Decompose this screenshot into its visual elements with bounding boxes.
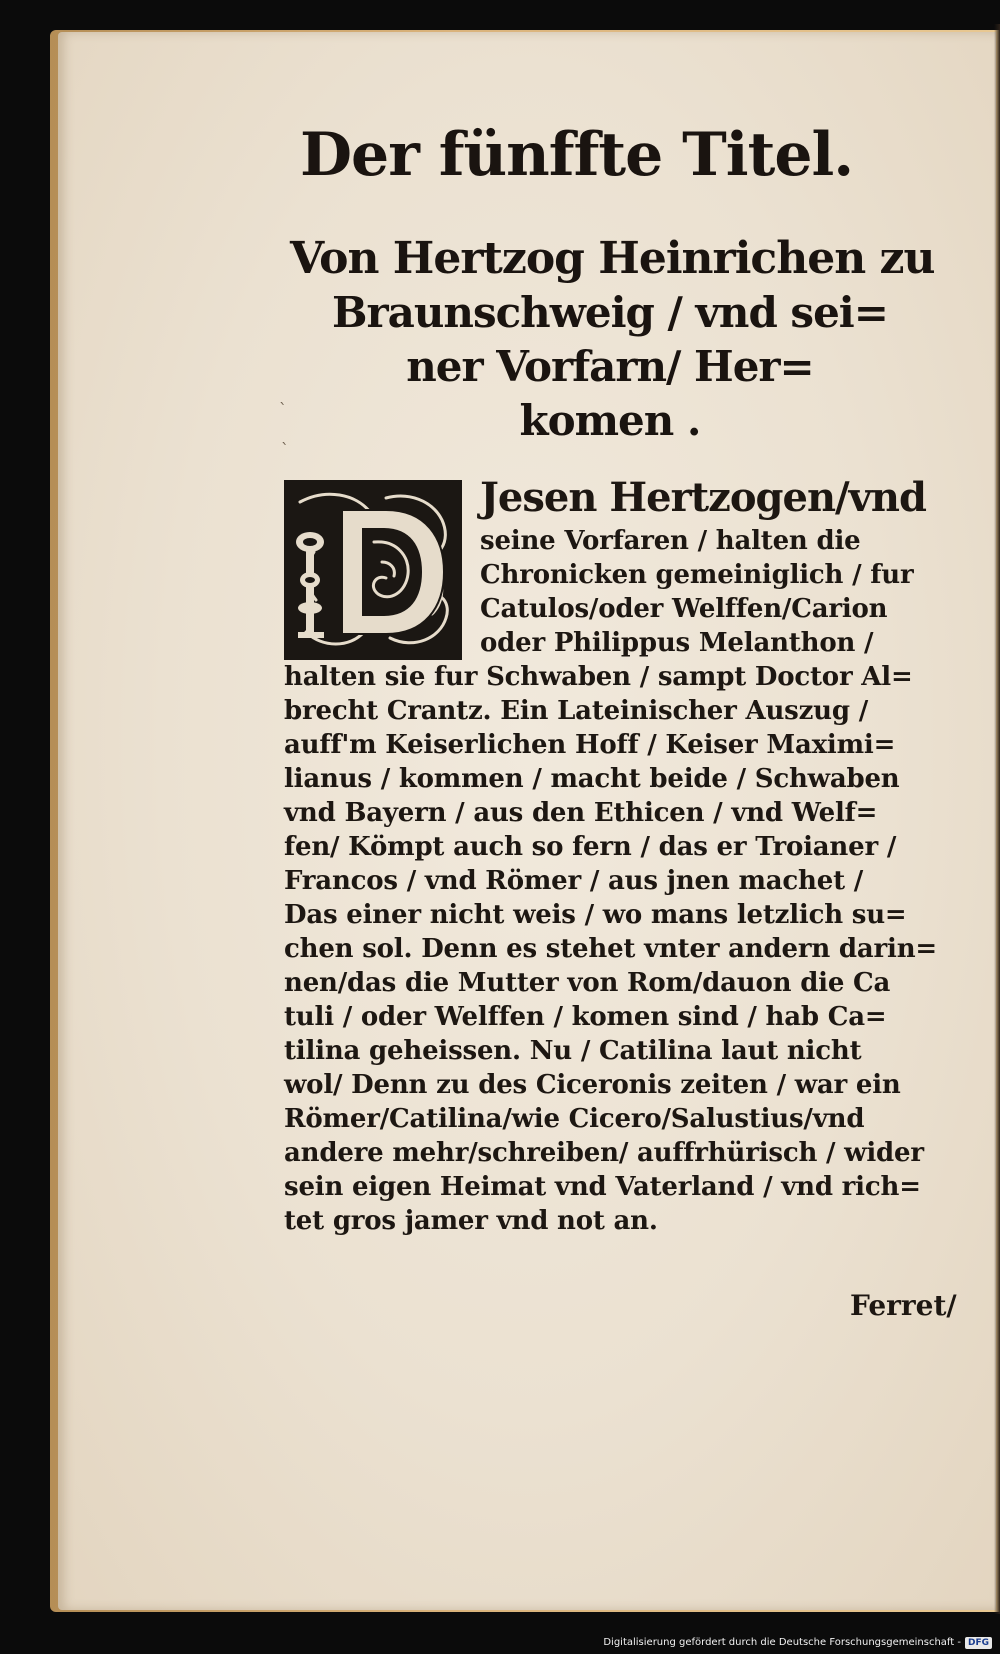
chapter-subtitle [290,232,935,448]
page-speck: ` [279,400,287,419]
credit-text: Digitalisierung gefördert durch die Deutsche Forschungsgemeinschaft - [603,1637,961,1648]
body-line: wol/ Denn zu des Ciceronis zeiten / war ein [284,1070,901,1100]
body-line: Römer/Catilina/wie Cicero/Salustius/vnd [284,1104,865,1134]
catchword: Ferret/ [850,1289,957,1322]
page-gutter-shadow [994,24,1000,1614]
digitization-credit [603,1636,992,1650]
body-line: tuli / oder Welffen / komen sind / hab Ca= [284,1002,887,1032]
body-line: vnd Bayern / aus den Ethicen / vnd Welf= [284,798,878,828]
body-line: sein eigen Heimat vnd Vaterland / vnd rich= [284,1172,921,1202]
body-line: andere mehr/schreiben/ auffrhürisch / wider [284,1138,924,1168]
body-line: seine Vorfaren / halten die [480,526,861,556]
subtitle-line: Von Hertzog Heinrichen zu [290,233,935,284]
body-line: Das einer nicht weis / wo mans letzlich su= [284,900,907,930]
body-line: lianus / kommen / macht beide / Schwaben [284,764,900,794]
body-line: chen sol. Denn es stehet vnter andern darin= [284,934,937,964]
page-speck: ` [281,440,289,459]
body-line: brecht Crantz. Ein Lateinischer Auszug / [284,696,868,726]
body-line: halten sie fur Schwaben / sampt Doctor Al= [284,662,913,692]
body-line: Chronicken gemeiniglich / fur [480,560,914,590]
subtitle-line: ner Vorfarn/ Her= [406,342,814,391]
body-line: Jesen Hertzogen/vnd [480,474,926,521]
body-line: tet gros jamer vnd not an. [284,1206,658,1236]
body-line: tilina geheissen. Nu / Catilina laut nicht [284,1036,862,1066]
body-line: fen/ Kömpt auch so fern / das er Troianer / [284,832,897,862]
chapter-title: Der fünffte Titel. [300,120,854,190]
body-paragraph [284,470,964,1270]
subtitle-line: Braunschweig / vnd sei= [332,288,888,337]
body-line: oder Philippus Melanthon / [480,628,874,658]
body-line: Catulos/oder Welffen/Carion [480,594,888,624]
dfg-logo: DFG [965,1637,992,1649]
body-line: auff'm Keiserlichen Hoff / Keiser Maximi= [284,730,896,760]
subtitle-line: komen . [519,396,701,445]
body-line: nen/das die Mutter von Rom/dauon die Ca [284,968,891,998]
body-line: Francos / vnd Römer / aus jnen machet / [284,866,864,896]
